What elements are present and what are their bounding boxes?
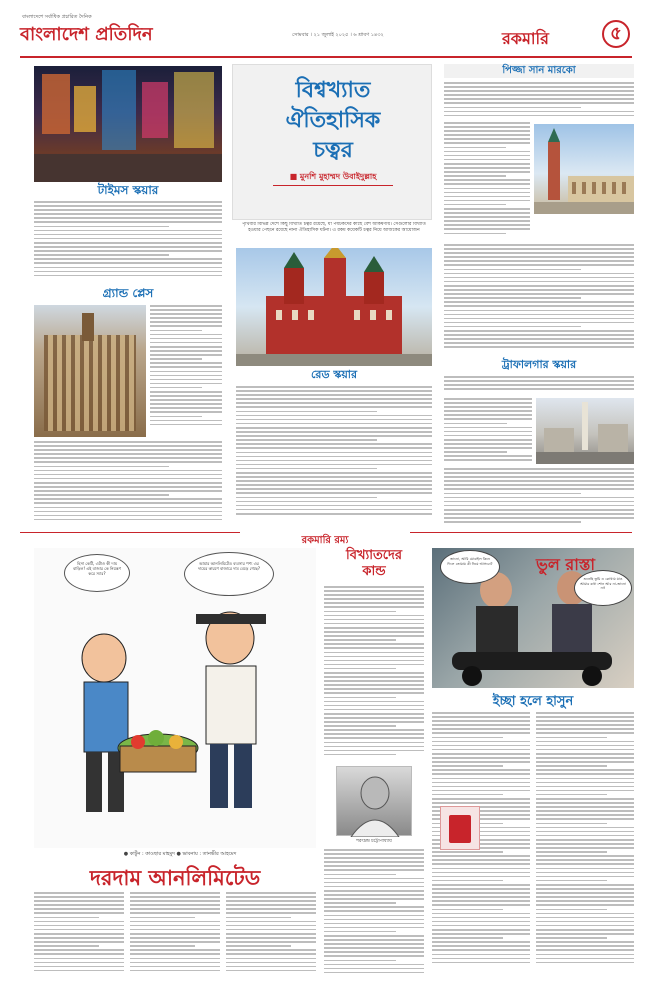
famous-panel [324,548,424,976]
bottom-band-title-wrap [240,528,410,546]
portrait-caption: শরৎচন্দ্র চট্টোপাধ্যায় [356,839,392,844]
issue-date: সোমবার । ২১ জুলাই ২০২৫ । ৬ শ্রাবণ ১৪৩২ [292,32,384,38]
trafalgar-title: ট্রাফালগার স্কয়ার [501,358,577,371]
feature-headline-box [232,64,432,220]
cartoon-article-col-2 [130,892,220,976]
grand-place-body [34,441,222,529]
cartoon-article-col-3 [226,892,316,976]
page-number: ৫ [610,23,622,44]
bubble-right-text: আমার আনলিমিটেড ব্যবসার পণ্য এর দামের কারণে বাজারে দাম বেড়ে গেছে? [198,561,260,571]
famous-body-top [324,586,424,762]
trafalgar-body-bottom [444,468,634,528]
trafalgar-body-side [444,398,532,466]
cartoon-headline: দরদাম আনলিমিটেড [89,865,261,890]
byline [233,171,433,184]
red-square-title: রেড স্কয়ার [310,368,358,381]
red-square-photo [236,248,432,366]
grand-place-title: গ্র্যান্ড প্লেস [102,286,154,300]
bike-bubble-2 [574,570,632,606]
cartoon-credit: ● কার্টুন : কাওছার মাহমুদ ● ভাবনায় : তানভীর আহমেদ [123,851,237,857]
cartoon-panel [34,548,316,848]
byline-name: মুনশি মুহাম্মদ উবাইদুল্লাহ [299,172,377,181]
column-illustration [536,398,634,464]
masthead-rule [20,56,632,58]
headline-line-2: ঐতিহাসিক [285,107,381,133]
times-square-photo [34,66,222,182]
newspaper-logo[interactable]: বাংলাদেশ প্রতিদিন [20,24,153,45]
section-name: রকমারি [502,29,549,48]
cartoon-illustration [34,598,316,834]
jokes-col-2 [536,712,634,976]
cathedral-illustration [236,248,432,366]
byline-underline [273,185,393,186]
red-square-body [236,386,432,526]
bike-bubble-1-text: জানো, আমি মোবাইল কিনে দিলে তোমায় কী নিয়ে আসবো? [447,557,493,566]
grand-place-body-side [150,305,222,437]
cartoon-bubble-left [64,554,130,592]
cartoon-article-cols [34,892,316,976]
piazza-photo [534,124,634,214]
trafalgar-body-top [444,376,634,396]
piazza-body-top [444,82,634,120]
phone-icon [449,815,471,843]
famous-title-2: কান্ড [362,564,386,579]
bike-photo [432,548,634,688]
feature-intro: পৃথিবীর বিভিন্ন দেশে কিছু বিখ্যাত চত্বর রয়েছে, যা পর্যটকদের কাছে বেশ আকর্ষণীয়। সেগুলোর বিখ্যাত হওয়ার পেছনে রয়েছে নানা ঐতিহাসিক ঘটনা। এ রকম কয়েকটি চত্বর নিয়ে আজকের আয়োজন [242,222,426,233]
headline-line-1: বিশ্বখ্যাত [295,77,371,103]
grand-place-photo [34,305,146,437]
hasun-title: ইচ্ছা হলে হাসুন [492,694,574,709]
cartoon-bubble-right [184,552,274,596]
portrait-illustration [337,767,413,837]
times-square-body [34,201,222,283]
times-square-title: টাইমস স্কয়ার [97,183,159,197]
joke-illustration [440,806,480,850]
page-number-badge [602,20,630,48]
bottom-band-title: রকমারি রম্য [301,535,349,546]
cartoon-article-col-1 [34,892,124,976]
famous-body-bottom [324,849,424,979]
masthead [20,14,632,58]
portrait-photo [336,766,412,836]
campanile-illustration [534,124,634,214]
byline-icon: ■ [289,172,300,181]
piazza-title: পিজ্জা সান মারকো [502,65,576,76]
bubble-left-text: হিসা কেটি, এটাও কী দাম বাড়িল! এই বাজার কে নিয়ন্ত্রণ করে স্যার? [72,561,121,576]
trafalgar-photo [536,398,634,464]
piazza-body-bottom [444,244,634,356]
famous-title-1: বিখ্যাতদের [346,548,402,563]
headline-line-3: চত্বর [313,137,353,163]
piazza-title-bar [444,64,634,78]
bike-title: ভুল রাস্তা [536,555,596,574]
logo-tagline: বাংলাদেশে সর্বাধিক প্রচারিত দৈনিক [22,14,92,20]
piazza-body-side [444,122,530,242]
bike-bubble-1 [440,550,500,584]
bike-bubble-2-text: শুনেছি তুমি ও কোথায় যাও আমার কথা শোন আর না-জানো না! [580,577,626,591]
